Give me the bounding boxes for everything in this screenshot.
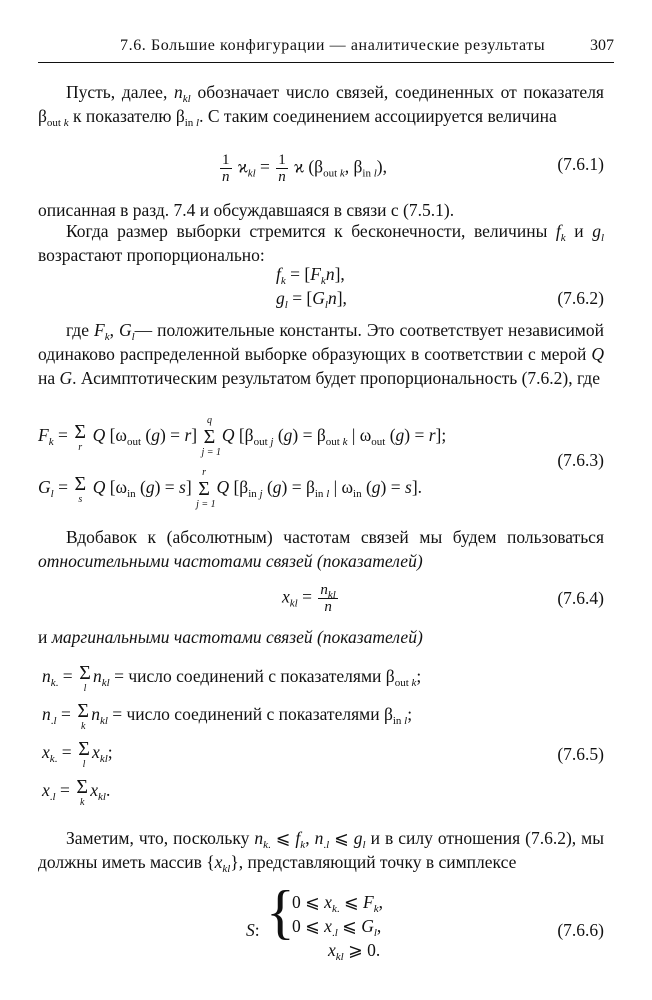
paragraph-6: и маргинальными частотами связей (показателей)	[38, 627, 423, 647]
paragraph-5: Вдобавок к (абсолютным) частотам связей мы будем пользоваться относительными частотами связей (показателей)	[38, 527, 604, 571]
equation-7-6-2: $f_k = [F_kn]$, $g_l = [G_ln]$, (7.6.2)	[276, 264, 604, 311]
equation-7-6-3: $F_k$ = Σ r Q [$\omega_{out}$ (g) = r] q Σ j = 1 Q [$\beta_{out j}$ $(g) = \beta_{out k}$ | $\omega_{out}$ (g) = r]; $G_l$ = Σ s Q [$\omega_{in}$ (g) = s] r Σ j = 1 Q [$\beta_{in j}$ $(g) = \beta_{in l}$ | $\omega_{in}$ (g) = s]. (7.6.3)	[38, 415, 604, 510]
paragraph-3: Когда размер выборки стремится к бесконечности, величины $f_k$ и $g_l$ возрастают пропорционально:	[38, 221, 605, 265]
equation-7-6-1: $\frac{1}{n}$ $ϰ_{kl}$ = $\frac{1}{n}$ ϰ ($\beta_{out k}$, $\beta_{in l}$), (7.6.1)	[222, 152, 604, 185]
header-rule	[38, 62, 614, 63]
paragraph-4: где $F_k$, $G_l—$ положительные константы. Это соответствует независимой одинаково распределенной выборке образующих в соответствии с мерой Q на G. Асимптотическим результатом будет пропорциональность (7.6.2), где	[38, 320, 604, 388]
page-number: 307	[590, 37, 614, 54]
equation-number: (7.6.2)	[557, 288, 604, 308]
equation-number: (7.6.3)	[557, 450, 604, 470]
equation-7-6-6: S: { 0 ⩽ $x_{k.}$ ⩽ $F_k$, 0 ⩽ $x_{.l}$ ⩽ $G_l$, $x_{kl}$ ⩾ 0. (7.6.6)	[246, 879, 604, 963]
equation-number: (7.6.1)	[557, 154, 604, 174]
paragraph-2: описанная в разд. 7.4 и обсуждавшаяся в связи с (7.5.1).	[38, 200, 455, 220]
running-header	[38, 28, 614, 58]
equation-7-6-4: $x_{kl}$ = $\frac{n_{kl}}{n}$ (7.6.4)	[282, 582, 604, 615]
paragraph-7: Заметим, что, поскольку $n_{k.}$ ⩽ $f_k$, $n_{.l}$ ⩽ $g_l$ и в силу отношения (7.6.2), мы должны иметь массив $\{x_{kl}\}$, представляющий точку в симплексе	[38, 828, 605, 875]
equation-7-6-5: $n_{k.}$ = Σ l $n_{kl}$ = число соединений с показателями $\beta_{out k}$; $n_{.l}$ = Σ k $n_{kl}$ = число соединений с показателями $\beta_{in l}$; $x_{k.}$ = Σ l $x_{kl}$; $x_{.l}$ = Σ k $x_{kl}$. (7.6.5)	[42, 662, 604, 808]
equation-number: (7.6.4)	[557, 588, 604, 608]
equation-number: (7.6.6)	[557, 920, 604, 940]
section-title: 7.6. Большие конфигурации — аналитические результаты	[120, 37, 546, 54]
paragraph-1: Пусть, далее, $n_{kl}$ обозначает число связей, соединенных от показателя $\beta_{out k}$ к показателю $\beta_{in l}$. С таким соединением ассоциируется величина	[38, 82, 604, 129]
equation-number: (7.6.5)	[557, 744, 604, 764]
